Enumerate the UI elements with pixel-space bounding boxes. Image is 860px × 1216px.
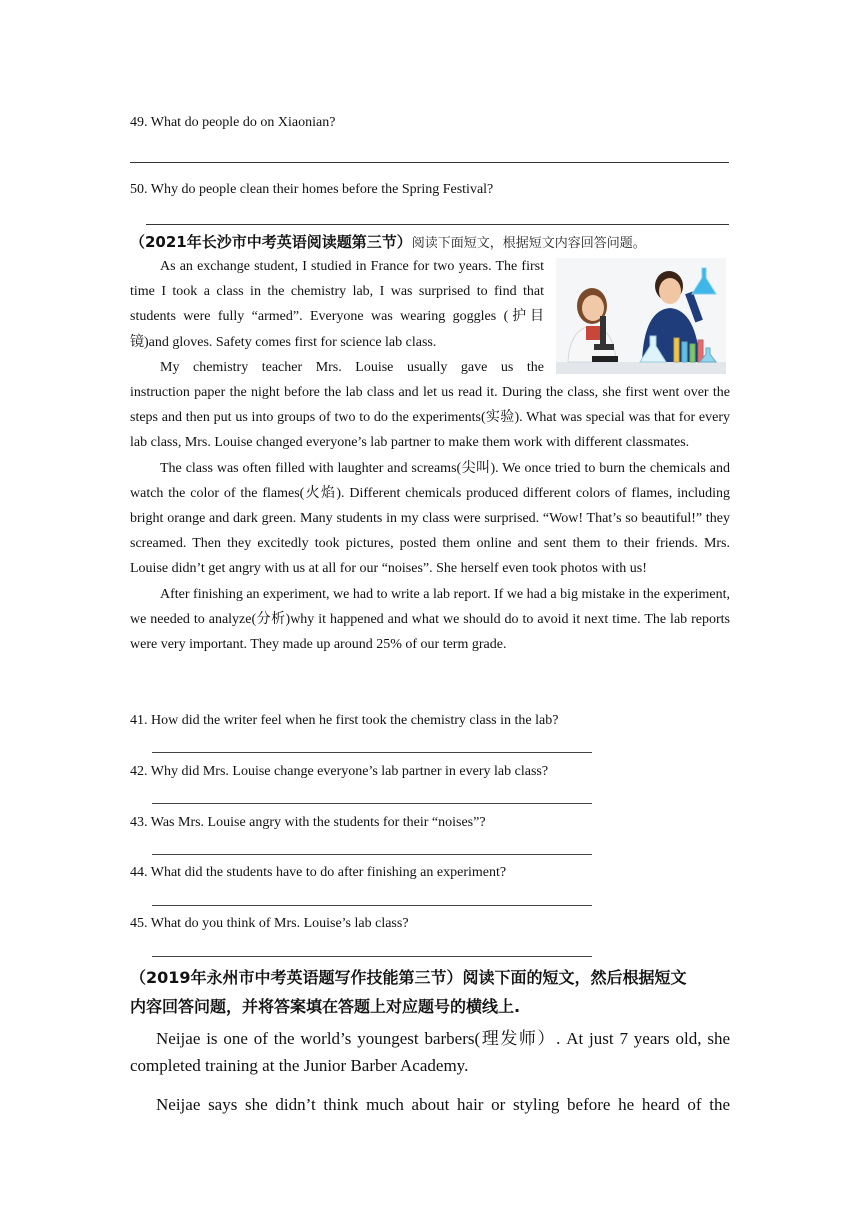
question-50: 50. Why do people clean their homes before the Spring Festival? (130, 182, 494, 197)
section2-paragraph-2: Neijae says she didn’t think much about hair or styling before he heard of the (156, 1095, 730, 1114)
section2-title-line2: 内容回答问题，并将答案填在答题上对应题号的横线上. (130, 997, 521, 1016)
section1-title (130, 231, 646, 255)
passage-paragraph-1 (130, 254, 544, 380)
section1-title-instruction: 阅读下面短文，根据短文内容回答问题。 (411, 236, 646, 251)
answer-line-43[interactable] (152, 854, 592, 855)
question-45: 45. What do you think of Mrs. Louise’s lab class? (130, 916, 409, 931)
section2-paragraph-1: Neijae is one of the world’s youngest barbers(理发师）. At just 7 years old, she completed training at the Junior Barber Academy. (130, 1029, 730, 1075)
paragraph-2-rest: instruction paper the night before the lab class and let us read it. During the class, she first went over the steps and then put us into groups of two to do the experiments(实验). What was special was that for every lab class, Mrs. Louise changed everyone’s lab partner to make them work with different classmates. (130, 385, 730, 451)
paragraph-3-text: The class was often filled with laughter and screams(尖叫). We once tried to burn the chemicals and watch the color of the flames(火焰). Different chemicals produced different colors of flames, including bright orange and dark green. Many students in my class were surprised. “Wow! That’s so beautiful!” they screamed. Then they excitedly took pictures, posted them online and sent them to their friends. Mrs. Louise didn’t get angry with us at all for our “noises”. She herself even took photos with us! (130, 460, 730, 577)
section2-title (130, 963, 730, 1021)
paragraph-1-text: As an exchange student, I studied in France for two years. The first time I took a class in the chemistry lab, I was surprised to find that students were fully “armed”. Everyone was wearing goggles (护目镜)and gloves. Safety comes first for science lab class. (130, 259, 544, 350)
paragraph-2-start: My chemistry teacher Mrs. Louise usually gave us the (160, 359, 544, 375)
answer-line-44[interactable] (152, 905, 592, 906)
section2-title-line1: （2019年永州市中考英语题写作技能第三节）阅读下面的短文，然后根据短文 (130, 968, 687, 987)
chemistry-lab-photo (556, 258, 726, 374)
question-43: 43. Was Mrs. Louise angry with the students for their “noises”? (130, 815, 486, 830)
passage-body (130, 380, 730, 657)
question-49: 49. What do people do on Xiaonian? (130, 115, 336, 130)
answer-line-45[interactable] (152, 956, 592, 957)
section2-passage (130, 1025, 730, 1118)
answer-line-42[interactable] (152, 803, 592, 804)
question-41: 41. How did the writer feel when he first took the chemistry class in the lab? (130, 713, 559, 728)
question-44: 44. What did the students have to do after finishing an experiment? (130, 865, 507, 880)
answer-line-49[interactable] (130, 162, 729, 163)
question-42: 42. Why did Mrs. Louise change everyone’s lab partner in every lab class? (130, 764, 549, 779)
paragraph-4-text: After finishing an experiment, we had to write a lab report. If we had a big mistake in the experiment, we needed to analyze(分析)why it happened and what we should do to avoid it next time. The lab reports were very important. They made up around 25% of our term grade. (130, 586, 730, 653)
section1-title-source: （2021年长沙市中考英语阅读题第三节） (130, 233, 412, 251)
answer-line-41[interactable] (152, 752, 592, 753)
answer-line-50[interactable] (146, 224, 729, 225)
